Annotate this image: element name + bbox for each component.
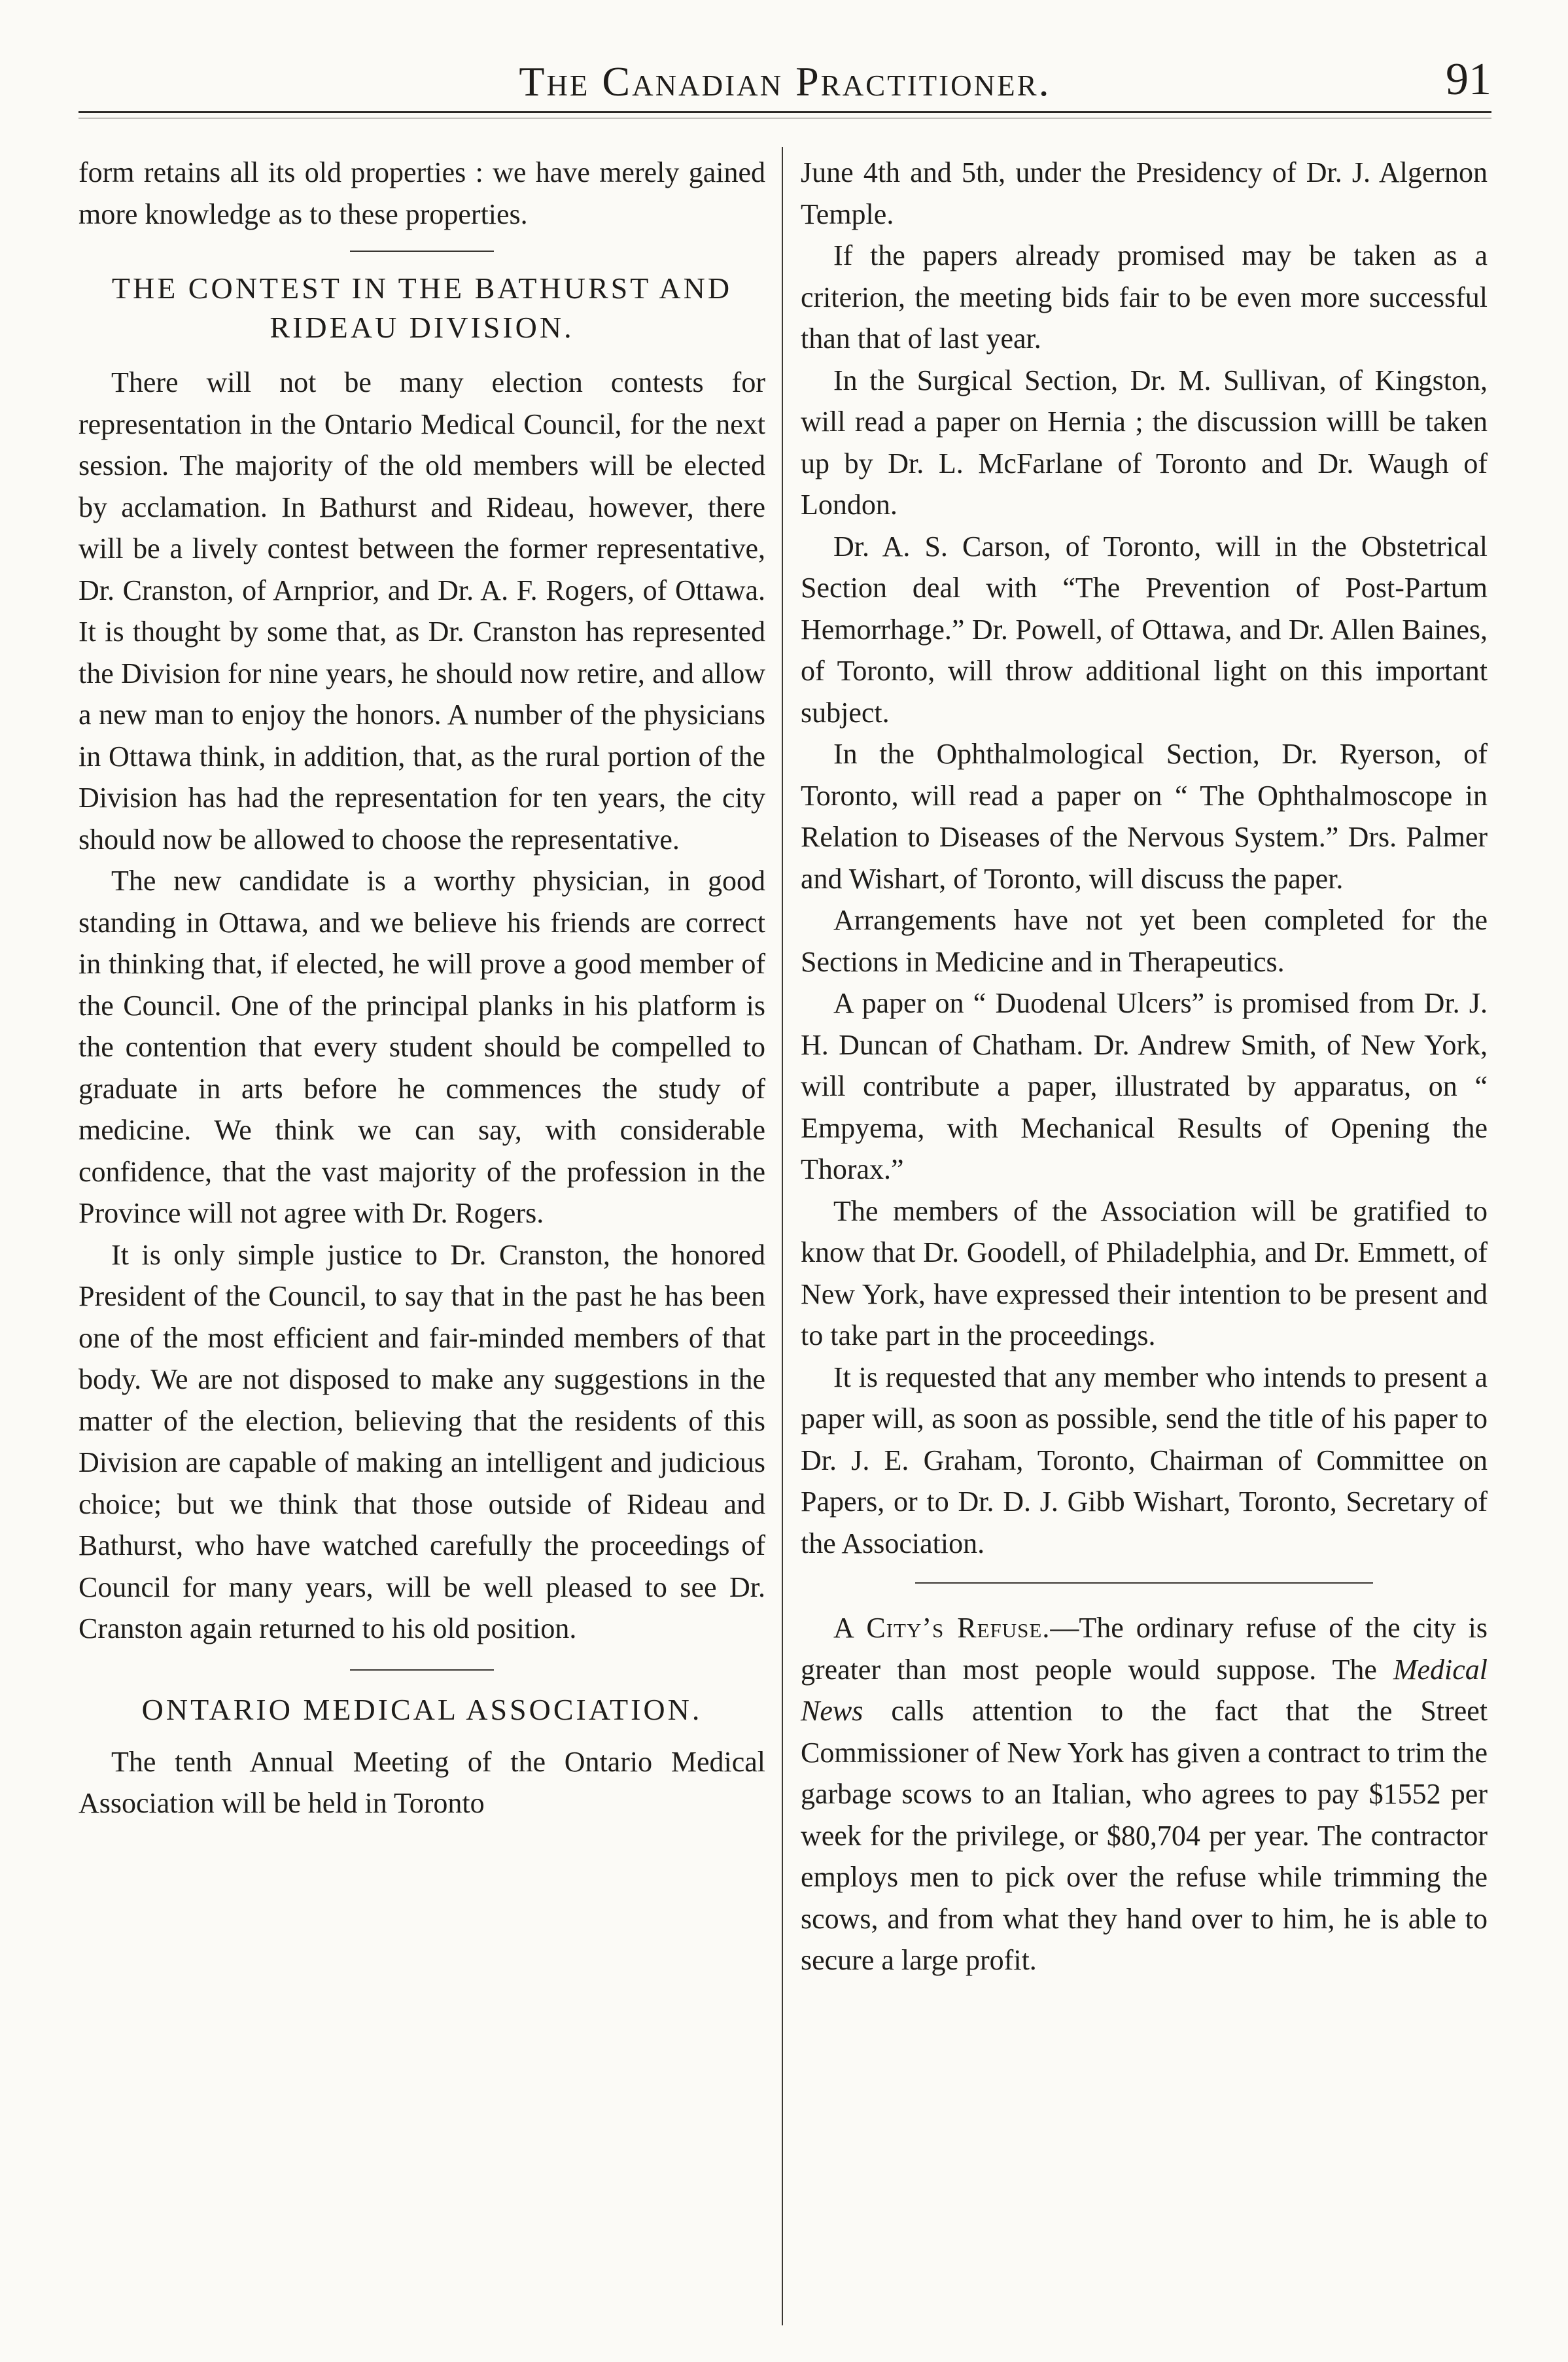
page-header bbox=[78, 25, 1491, 103]
intro-paragraph: form retains all its old properties : we have merely gained more knowledge as to these properties. bbox=[78, 156, 765, 230]
running-title: The Canadian Practitioner. bbox=[519, 58, 1051, 105]
oma-paragraph-9: It is requested that any member who intends to present a paper will, as soon as possible, send the title of his paper to Dr. J. E. Graham, Toronto, Chairman of Committee on Papers, or to Dr. D. J. Gibb Wishart, Toronto, Secretary of the Association. bbox=[801, 1361, 1488, 1559]
oma-paragraph-5: In the Ophthalmological Section, Dr. Ryerson, of Toronto, will read a paper on “ The Ophthalmoscope in Relation to Diseases of the Nervous System.” Drs. Palmer and Wishart, of Toronto, will discuss the paper. bbox=[801, 738, 1488, 895]
heading-oma: ONTARIO MEDICAL ASSOCIATION. bbox=[141, 1692, 703, 1726]
contest-paragraph-2: The new candidate is a worthy physician, in good standing in Ottawa, and we believe his friends are correct in thinking that, if elected, he will prove a good member of the Council. One of the principal planks in his platform is the contention that every student should be compelled to graduate in arts before he commences the study of medicine. We think we can say, with considerable confidence, that the vast majority of the profession in the Province will not agree with Dr. Rogers. bbox=[78, 865, 765, 1229]
oma-paragraph-2: If the papers already promised may be taken as a criterion, the meeting bids fair to be even more successful than that of last year. bbox=[801, 239, 1488, 355]
right-column bbox=[801, 152, 1488, 1981]
contest-paragraph-3: It is only simple justice to Dr. Cranston, the honored President of the Council, to say that in the past he has been one of the most efficient and fair-minded members of that body. We are not disposed to make any suggestions in the matter of the election, believing that the residents of this Division are capable of making an intelligent and judicious choice; but we think that those outside of Rideau and Bathurst, who have watched carefully the proceedings of Council for many years, will be well pleased to see Dr. Cranston again returned to his old position. bbox=[78, 1238, 765, 1644]
oma-paragraph-1: The tenth Annual Meeting of the Ontario Medical Association will be held in Toronto bbox=[78, 1745, 765, 1819]
oma-paragraph-8: The members of the Association will be gratified to know that Dr. Goodell, of Philadelphia, and Dr. Emmett, of New York, have expressed their intention to be present and to take part in the proceedings. bbox=[801, 1194, 1488, 1351]
refuse-lead: —The ordinary refuse of the city is greater than most people would suppose. The bbox=[801, 1612, 1488, 1686]
header-rule bbox=[78, 111, 1491, 113]
refuse-paragraph bbox=[801, 1607, 1488, 1981]
heading-contest: THE CONTEST IN THE BATHURST AND RIDEAU DIVISION. bbox=[111, 271, 733, 344]
oma-paragraph-4: Dr. A. S. Carson, of Toronto, will in the Obstetrical Section deal with “The Prevention of Post-Partum Hemorrhage.” Dr. Powell, of Ottawa, and Dr. Allen Baines, of Toronto, will throw additional light on this important subject. bbox=[801, 530, 1488, 729]
refuse-title: A City’s Refuse. bbox=[833, 1612, 1051, 1644]
refuse-journal: Medical News bbox=[801, 1653, 1488, 1727]
page-number: 91 bbox=[1446, 54, 1491, 105]
oma-paragraph-6: Arrangements have not yet been completed for the Sections in Medicine and in Therapeutics. bbox=[801, 904, 1488, 978]
section-rule bbox=[350, 1669, 494, 1671]
section-rule bbox=[915, 1582, 1373, 1584]
oma-paragraph-3: In the Surgical Section, Dr. M. Sullivan, of Kingston, will read a paper on Hernia ; the discussion willl be taken up by Dr. L. McFarlane of Toronto and Dr. Waugh of London. bbox=[801, 364, 1488, 521]
left-column bbox=[78, 152, 765, 1824]
oma-continued: June 4th and 5th, under the Presidency of Dr. J. Algernon Temple. bbox=[801, 156, 1488, 230]
section-rule bbox=[350, 251, 494, 252]
column-divider bbox=[782, 147, 783, 2325]
oma-paragraph-7: A paper on “ Duodenal Ulcers” is promised from Dr. J. H. Duncan of Chatham. Dr. Andrew Smith, of New York, will contribute a paper, illustrated by apparatus, on “ Empyema, with Mechanical Results of Opening the Thorax.” bbox=[801, 987, 1488, 1185]
refuse-body: calls attention to the fact that the Street Commissioner of New York has given a contract to trim the garbage scows to an Italian, who agrees to pay $1552 per week for the privilege, or $80,704 per year. The contractor employs men to pick over the refuse while trimming the scows, and from what they hand over to him, he is able to secure a large profit. bbox=[801, 1695, 1488, 1976]
contest-paragraph-1: There will not be many election contests for representation in the Ontario Medical Council, for the next session. The majority of the old members will be elected by acclamation. In Bathurst and Rideau, however, there will be a lively contest between the former representative, Dr. Cranston, of Arnprior, and Dr. A. F. Rogers, of Ottawa. It is thought by some that, as Dr. Cranston has represented the Division for nine years, he should now retire, and allow a new man to enjoy the honors. A number of the physicians in Ottawa think, in addition, that, as the rural portion of the Division has had the representation for ten years, the city should now be allowed to choose the representative. bbox=[78, 366, 765, 856]
